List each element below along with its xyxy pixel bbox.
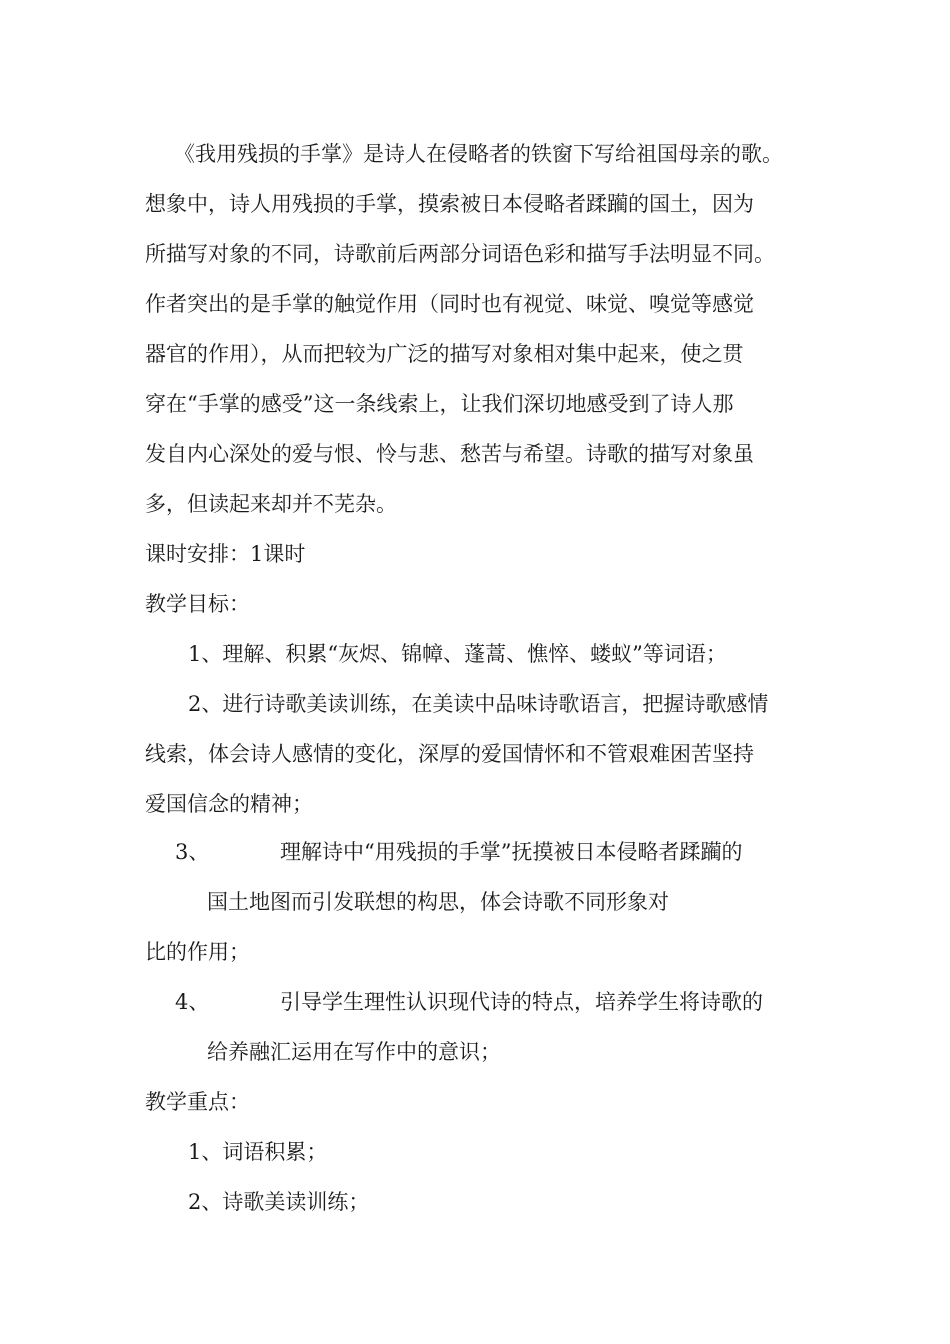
objective-3-line-1: 理解诗中“用残损的手掌”抚摸被日本侵略者蹂躏的 [280, 840, 743, 864]
intro-line-3: 所描写对象的不同，诗歌前后两部分词语色彩和描写手法明显不同。 [145, 242, 775, 266]
objective-3-line-3: 比的作用； [145, 940, 250, 964]
schedule-line: 课时安排：1课时 [145, 542, 306, 566]
objective-2-line-3: 爱国信念的精神； [145, 792, 313, 816]
objective-3-number: 3、 [175, 840, 210, 864]
keypoints-heading: 教学重点： [145, 1090, 250, 1114]
intro-line-1: 《我用残损的手掌》是诗人在侵略者的铁窗下写给祖国母亲的歌。 [174, 142, 783, 166]
objective-4-line-2: 给养融汇运用在写作中的意识； [207, 1040, 501, 1064]
objective-4-line-1: 引导学生理性认识现代诗的特点，培养学生将诗歌的 [280, 990, 763, 1014]
objective-2-line-2: 线索，体会诗人感情的变化，深厚的爱国情怀和不管艰难困苦坚持 [145, 742, 754, 766]
objectives-heading: 教学目标： [145, 592, 250, 616]
intro-line-4: 作者突出的是手掌的触觉作用（同时也有视觉、味觉、嗅觉等感觉 [145, 292, 754, 316]
keypoint-1: 1、词语积累； [188, 1140, 328, 1164]
objective-1: 1、理解、积累“灰烬、锦幛、蓬蒿、憔悴、蝼蚁”等词语； [188, 642, 727, 666]
keypoint-2: 2、诗歌美读训练； [188, 1190, 370, 1214]
objective-3-line-2: 国土地图而引发联想的构思，体会诗歌不同形象对 [207, 890, 669, 914]
intro-line-5: 器官的作用），从而把较为广泛的描写对象相对集中起来，使之贯 [145, 342, 744, 366]
intro-line-2: 想象中，诗人用残损的手掌，摸索被日本侵略者蹂躏的国土，因为 [145, 192, 754, 216]
objective-2-line-1: 2、进行诗歌美读训练，在美读中品味诗歌语言，把握诗歌感情 [188, 692, 769, 716]
intro-line-6: 穿在“手掌的感受”这一条线索上，让我们深切地感受到了诗人那 [145, 392, 734, 416]
objective-4-number: 4、 [175, 990, 210, 1014]
intro-line-7: 发自内心深处的爱与恨、怜与悲、愁苦与希望。诗歌的描写对象虽 [145, 442, 754, 466]
intro-line-8: 多，但读起来却并不芜杂。 [145, 492, 397, 516]
